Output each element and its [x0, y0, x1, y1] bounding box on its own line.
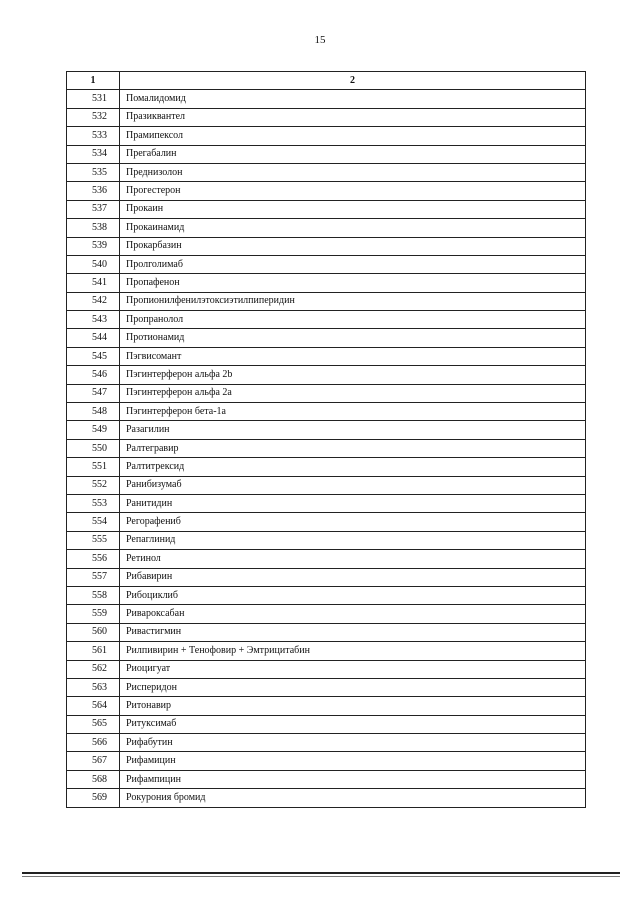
substance-name: Прокарбазин: [120, 237, 586, 255]
table-row: [67, 476, 586, 494]
table-row: [67, 513, 586, 531]
table-row: [67, 219, 586, 237]
table-row: [67, 568, 586, 586]
substance-name: Преднизолон: [120, 163, 586, 181]
substance-name: Риоцигуат: [120, 660, 586, 678]
table-row: [67, 586, 586, 604]
substance-name: Пэгинтерферон бета-1а: [120, 403, 586, 421]
row-number: 532: [67, 108, 120, 126]
row-number: 535: [67, 163, 120, 181]
row-number: 548: [67, 403, 120, 421]
row-number: 553: [67, 494, 120, 512]
substance-name: Пэгвисомант: [120, 347, 586, 365]
substance-name: Ранитидин: [120, 494, 586, 512]
row-number: 537: [67, 200, 120, 218]
table-row: [67, 384, 586, 402]
row-number: 561: [67, 642, 120, 660]
substance-name: Помалидомид: [120, 90, 586, 108]
table-row: [67, 163, 586, 181]
substance-name: Рокурония бромид: [120, 789, 586, 807]
substance-name: Ретинол: [120, 550, 586, 568]
table-row: [67, 182, 586, 200]
substance-name: Пропионилфенилэтоксиэтилпиперидин: [120, 292, 586, 310]
table-row: [67, 660, 586, 678]
table-header-row: [67, 72, 586, 90]
row-number: 542: [67, 292, 120, 310]
substance-name: Пропафенон: [120, 274, 586, 292]
row-number: 533: [67, 127, 120, 145]
substance-name: Пропранолол: [120, 311, 586, 329]
row-number: 552: [67, 476, 120, 494]
table-row: [67, 770, 586, 788]
substance-name: Ритуксимаб: [120, 715, 586, 733]
substance-name: Прегабалин: [120, 145, 586, 163]
table-row: [67, 458, 586, 476]
table-row: [67, 550, 586, 568]
substance-name: Рисперидон: [120, 678, 586, 696]
row-number: 556: [67, 550, 120, 568]
table-row: [67, 734, 586, 752]
substance-name: Рифамицин: [120, 752, 586, 770]
table-row: [67, 347, 586, 365]
table-row: [67, 237, 586, 255]
substance-table: [66, 71, 586, 808]
table-row: [67, 403, 586, 421]
row-number: 564: [67, 697, 120, 715]
row-number: 538: [67, 219, 120, 237]
row-number: 540: [67, 255, 120, 273]
table-row: [67, 421, 586, 439]
page-number: 15: [314, 34, 326, 46]
substance-name: Прокаинамид: [120, 219, 586, 237]
substance-name: Ритонавир: [120, 697, 586, 715]
bottom-rule: [22, 872, 620, 874]
substance-name: Рилпивирин + Тенофовир + Эмтрицитабин: [120, 642, 586, 660]
substance-name: Ривароксабан: [120, 605, 586, 623]
table-row: [67, 292, 586, 310]
table-row: [67, 145, 586, 163]
row-number: 541: [67, 274, 120, 292]
table-row: [67, 494, 586, 512]
substance-name: Регорафениб: [120, 513, 586, 531]
substance-name: Прогестерон: [120, 182, 586, 200]
row-number: 539: [67, 237, 120, 255]
substance-name: Протионамид: [120, 329, 586, 347]
substance-name: Рибоциклиб: [120, 586, 586, 604]
row-number: 555: [67, 531, 120, 549]
table-row: [67, 623, 586, 641]
row-number: 536: [67, 182, 120, 200]
table-row: [67, 255, 586, 273]
substance-name: Ранибизумаб: [120, 476, 586, 494]
row-number: 568: [67, 770, 120, 788]
table-row: [67, 90, 586, 108]
table-row: [67, 311, 586, 329]
row-number: 565: [67, 715, 120, 733]
substance-name: Пролголимаб: [120, 255, 586, 273]
substance-name: Прамипексол: [120, 127, 586, 145]
row-number: 560: [67, 623, 120, 641]
table-row: [67, 329, 586, 347]
row-number: 566: [67, 734, 120, 752]
table-row: [67, 531, 586, 549]
table-row: [67, 439, 586, 457]
row-number: 534: [67, 145, 120, 163]
column-header-name: 2: [120, 72, 586, 90]
substance-name: Пэгинтерферон альфа 2а: [120, 384, 586, 402]
bottom-rule-thin: [22, 876, 620, 877]
table-row: [67, 697, 586, 715]
row-number: 546: [67, 366, 120, 384]
row-number: 567: [67, 752, 120, 770]
substance-name: Разагилин: [120, 421, 586, 439]
row-number: 543: [67, 311, 120, 329]
row-number: 554: [67, 513, 120, 531]
table-row: [67, 642, 586, 660]
row-number: 544: [67, 329, 120, 347]
substance-name: Пэгинтерферон альфа 2b: [120, 366, 586, 384]
table-row: [67, 678, 586, 696]
table-row: [67, 752, 586, 770]
row-number: 569: [67, 789, 120, 807]
substance-name: Празиквантел: [120, 108, 586, 126]
row-number: 531: [67, 90, 120, 108]
substance-name: Рифампицин: [120, 770, 586, 788]
row-number: 551: [67, 458, 120, 476]
table-row: [67, 605, 586, 623]
row-number: 545: [67, 347, 120, 365]
table-row: [67, 200, 586, 218]
row-number: 559: [67, 605, 120, 623]
table-row: [67, 789, 586, 807]
table-row: [67, 127, 586, 145]
substance-name: Ралтегравир: [120, 439, 586, 457]
row-number: 557: [67, 568, 120, 586]
substance-name: Прокаин: [120, 200, 586, 218]
table-row: [67, 366, 586, 384]
substance-name: Рифабутин: [120, 734, 586, 752]
row-number: 558: [67, 586, 120, 604]
row-number: 549: [67, 421, 120, 439]
row-number: 562: [67, 660, 120, 678]
table-row: [67, 274, 586, 292]
table-row: [67, 715, 586, 733]
column-header-number: 1: [67, 72, 120, 90]
row-number: 547: [67, 384, 120, 402]
table-row: [67, 108, 586, 126]
row-number: 550: [67, 439, 120, 457]
substance-name: Репаглинид: [120, 531, 586, 549]
substance-name: Рибавирин: [120, 568, 586, 586]
substance-name: Ралтитрексид: [120, 458, 586, 476]
substance-name: Ривастигмин: [120, 623, 586, 641]
row-number: 563: [67, 678, 120, 696]
